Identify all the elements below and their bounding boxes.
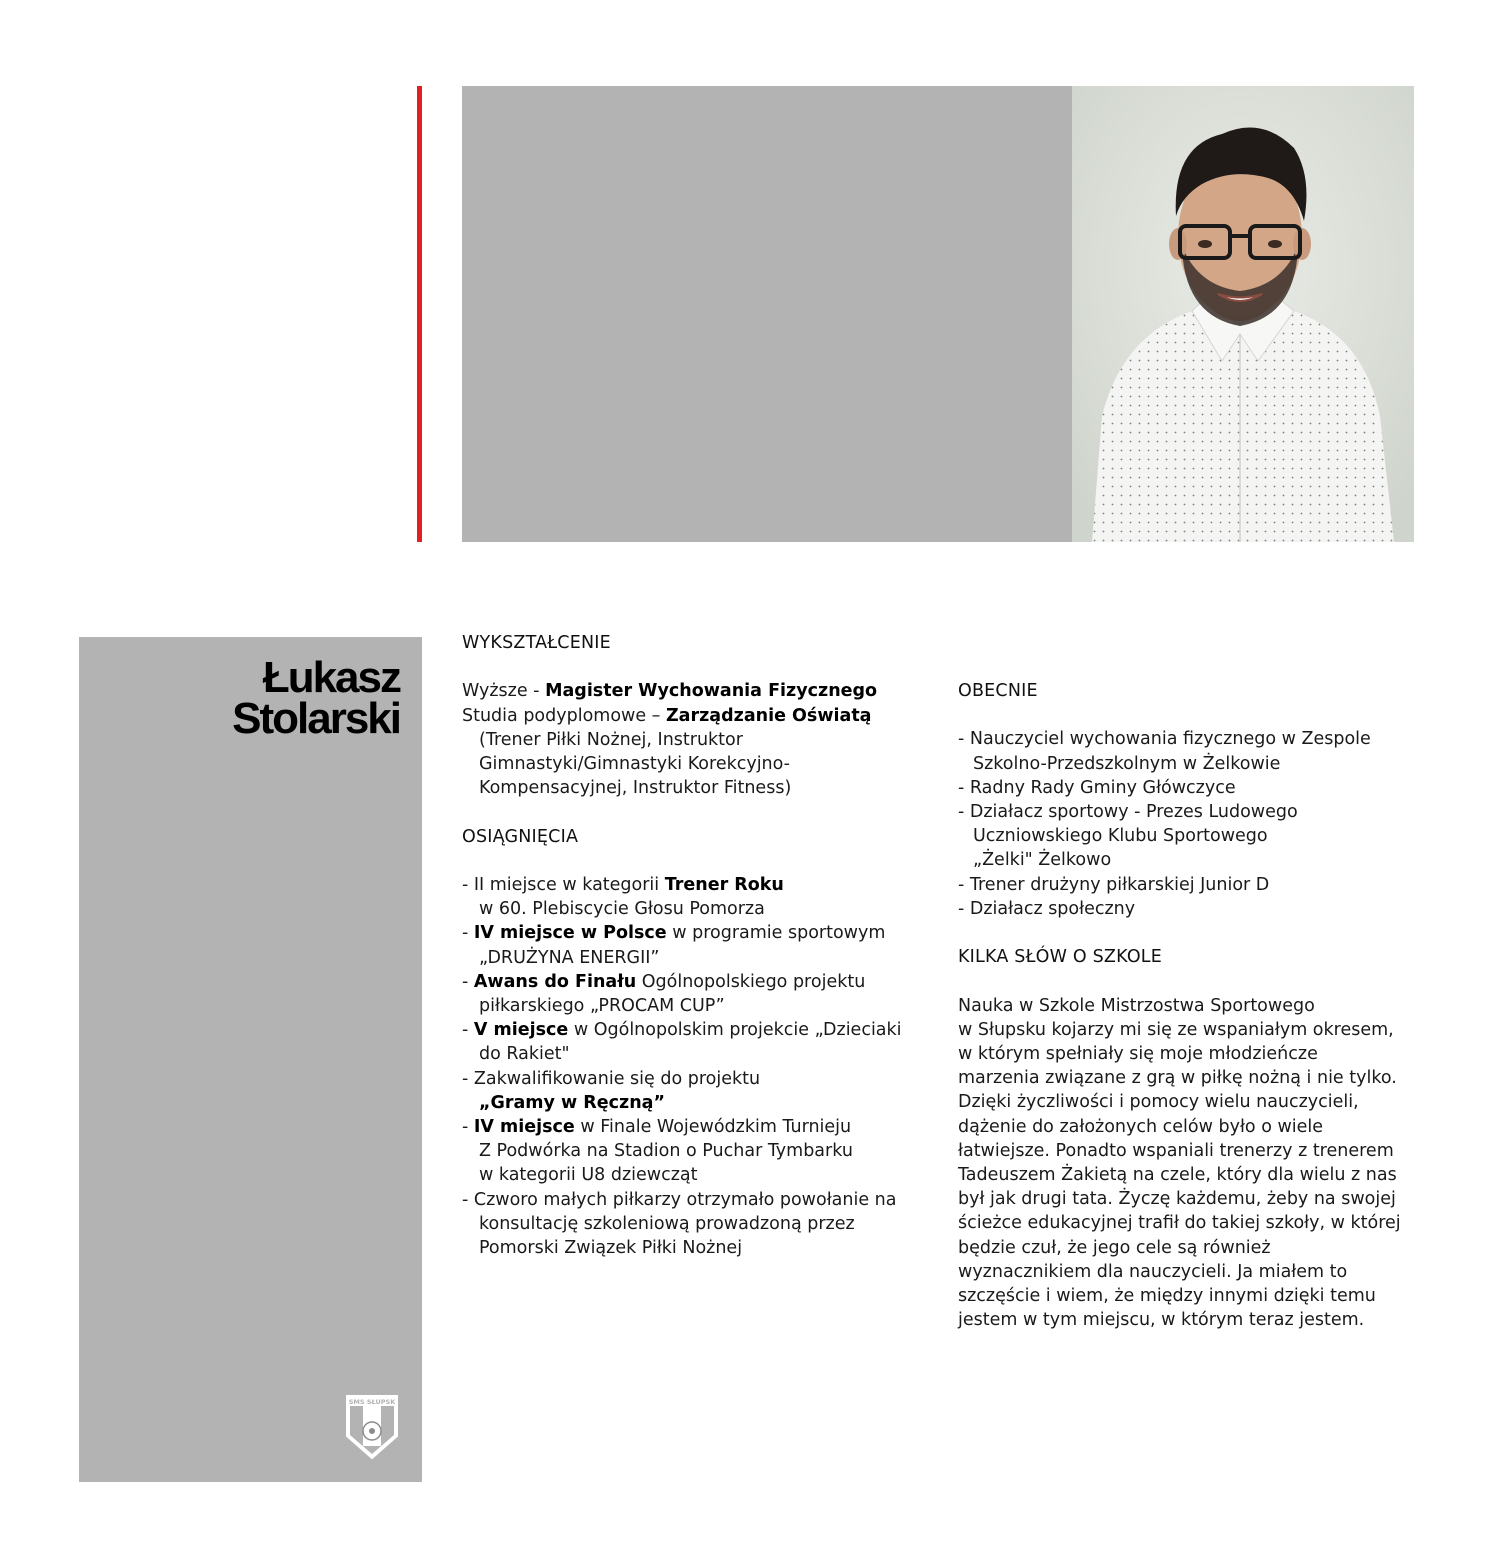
education-degree: Wyższe - Magister Wychowania Fizycznego xyxy=(462,681,878,702)
achievement-item: - IV miejsce w Finale Wojewódzkim Turnieju xyxy=(462,1117,852,1138)
achievements-heading: OSIĄGNIĘCIA xyxy=(462,826,579,847)
left-text-column xyxy=(462,631,932,1260)
achievement-item-cont: w kategorii U8 dziewcząt xyxy=(479,1165,698,1186)
school-paragraph-line: Dzięki życzliwości i pomocy wielu nauczycieli, xyxy=(958,1092,1359,1113)
achievement-item: - Awans do Finału Ogólnopolskiego projektu xyxy=(462,971,866,992)
school-paragraph-line: łatwiejsze. Ponadto wspaniali trenerzy z trenerem xyxy=(958,1140,1394,1161)
school-paragraph-line: szczęście i wiem, że między innymi dzięki temu xyxy=(958,1286,1376,1307)
school-paragraph-line: wyznacznikiem dla nauczycieli. Ja miałem to xyxy=(958,1261,1348,1282)
last-name: Stolarski xyxy=(232,694,400,743)
achievement-item: - Zakwalifikowanie się do projektu xyxy=(462,1068,761,1089)
achievement-item: - II miejsce w kategorii Trener Roku xyxy=(462,874,784,895)
achievement-item-cont: Pomorski Związek Piłki Nożnej xyxy=(479,1238,743,1259)
current-role-cont: Uczniowskiego Klubu Sportowego xyxy=(973,826,1268,847)
school-paragraph-line: był jak drugi tata. Życzę każdemu, żeby na swojej xyxy=(958,1189,1396,1210)
education-postgrad: Studia podyplomowe – Zarządzanie Oświatą xyxy=(462,705,872,726)
current-role: - Trener drużyny piłkarskiej Junior D xyxy=(958,874,1270,895)
school-crest-icon xyxy=(345,1394,399,1460)
school-paragraph-line: Nauka w Szkole Mistrzostwa Sportowego xyxy=(958,995,1315,1016)
education-heading: WYKSZTAŁCENIE xyxy=(462,633,611,653)
current-role: - Działacz społeczny xyxy=(958,898,1136,919)
education-extra-line: (Trener Piłki Nożnej, Instruktor xyxy=(479,729,743,750)
education-extra-line: Kompensacyjnej, Instruktor Fitness) xyxy=(479,778,792,799)
school-paragraph-line: będzie czuł, że jego cele są również xyxy=(958,1237,1271,1258)
achievement-item-cont: „DRUŻYNA ENERGII” xyxy=(479,947,660,968)
first-name: Łukasz xyxy=(262,653,400,702)
school-paragraph-line: dążenie do założonych celów było o wiele xyxy=(958,1116,1324,1137)
education-extra-line: Gimnastyki/Gimnastyki Korekcyjno- xyxy=(479,754,790,774)
achievement-item-cont: Z Podwórka na Stadion o Puchar Tymbarku xyxy=(479,1141,853,1162)
school-paragraph-line: Tadeuszem Żakietą na czele, który dla wielu z nas xyxy=(958,1165,1397,1186)
achievement-item-cont: do Rakiet" xyxy=(479,1044,570,1065)
current-role: - Radny Rady Gminy Główczyce xyxy=(958,777,1236,798)
right-text-column xyxy=(958,679,1428,1332)
achievement-item: - V miejsce w Ogólnopolskim projekcie „Dzieciaki xyxy=(462,1020,902,1041)
school-paragraph-line: marzenia związane z grą w piłkę nożną i nie tylko. xyxy=(958,1068,1397,1089)
achievement-item-cont: w 60. Plebiscycie Głosu Pomorza xyxy=(479,899,765,920)
accent-red-line xyxy=(417,86,422,542)
achievement-item: - Czworo małych piłkarzy otrzymało powołanie na xyxy=(462,1189,897,1210)
school-paragraph-line: ścieżce edukacyjnej trafił do takiej szkoły, w której xyxy=(958,1213,1401,1234)
current-role-cont: „Żelki" Żelkowo xyxy=(973,850,1112,871)
current-role: - Nauczyciel wychowania fizycznego w Zespole xyxy=(958,729,1371,750)
current-role: - Działacz sportowy - Prezes Ludowego xyxy=(958,802,1298,822)
achievement-item-cont: piłkarskiego „PROCAM CUP” xyxy=(479,996,725,1016)
achievement-item: - IV miejsce w Polsce w programie sportowym xyxy=(462,923,886,944)
header-grey-banner xyxy=(462,86,1073,542)
school-heading: KILKA SŁÓW O SZKOLE xyxy=(958,947,1163,968)
achievement-item-cont: „Gramy w Ręczną” xyxy=(479,1092,665,1113)
school-paragraph-line: w którym spełniały się moje młodzieńcze xyxy=(958,1044,1318,1064)
achievement-item-cont: konsultację szkoleniową prowadzoną przez xyxy=(479,1213,855,1234)
currently-heading: OBECNIE xyxy=(958,681,1038,701)
current-role-cont: Szkolno-Przedszkolnym w Żelkowie xyxy=(973,753,1281,774)
person-name xyxy=(232,653,400,743)
portrait-photo xyxy=(1072,86,1414,542)
crest-text: SMS SŁUPSK xyxy=(348,1398,396,1406)
profile-side-panel xyxy=(79,637,422,1482)
school-paragraph-line: w Słupsku kojarzy mi się ze wspaniałym okresem, xyxy=(958,1019,1394,1040)
school-paragraph-line: jestem w tym miejscu, w którym teraz jestem. xyxy=(958,1310,1365,1331)
school-paragraph xyxy=(958,994,1428,1333)
